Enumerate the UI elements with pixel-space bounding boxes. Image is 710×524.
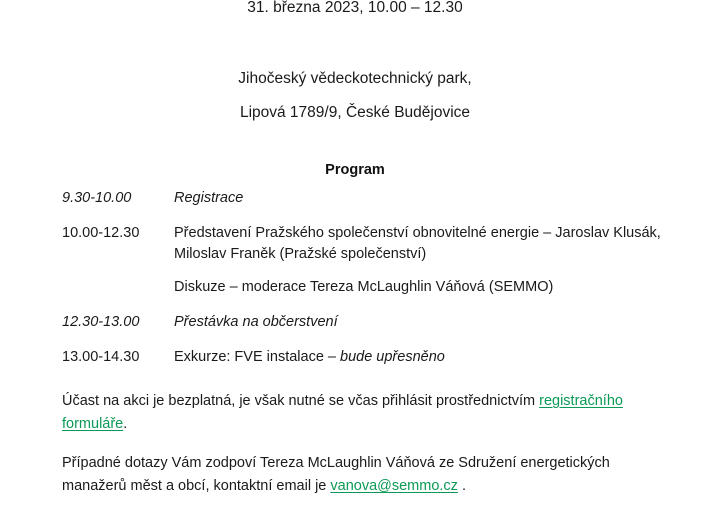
program-heading: Program [325,162,385,178]
program-description-extra: Diskuze – moderace Tereza McLaughlin Váňová (SEMMO) [174,279,554,295]
registration-form-link[interactable]: registračního formuláře [62,393,623,432]
program-schedule [62,188,674,368]
program-row [62,223,674,298]
program-description-text: Registrace [174,190,244,206]
venue-line-name: Jihočeský vědeckotechnický park, [238,70,472,87]
program-description [174,347,674,368]
program-row [62,347,674,368]
program-description [174,223,674,298]
program-row [62,188,674,209]
program-description-text: Představení Pražského společenství obnovitelné energie – Jaroslav Klusák, Miloslav Franěk (Pražské společenství) [174,225,661,262]
program-description [174,188,674,209]
program-time: 9.30-10.00 [62,190,132,206]
event-date-header [0,0,710,22]
contact-text-before: Případné dotazy Vám zodpoví Tereza McLaughlin Váňová ze Sdružení energetických manažerů měst a obcí, kontaktní email je [62,455,610,494]
program-description [174,312,674,333]
program-description-text: Přestávka na občerstvení [174,314,338,330]
contact-paragraph [62,452,676,498]
program-description-text: Exkurze: FVE instalace – [174,349,341,365]
contact-email-link[interactable]: vanova@semmo.cz [330,478,458,494]
registration-text-before: Účast na akci je bezplatná, je však nutné se včas přihlásit prostřednictvím [62,393,540,409]
registration-text-after: . [123,416,128,432]
venue-line-address: Lipová 1789/9, České Budějovice [239,104,471,121]
registration-paragraph [62,390,676,436]
program-row [62,312,674,333]
program-time: 13.00-14.30 [62,349,140,365]
contact-text-after: . [457,478,466,494]
event-date-line: 31. března 2023, 10.00 – 12.30 [247,0,463,16]
event-venue-block [0,62,710,130]
program-time: 10.00-12.30 [62,225,140,241]
program-description-emphasis: bude upřesněno [340,349,445,365]
program-time: 12.30-13.00 [62,314,140,330]
